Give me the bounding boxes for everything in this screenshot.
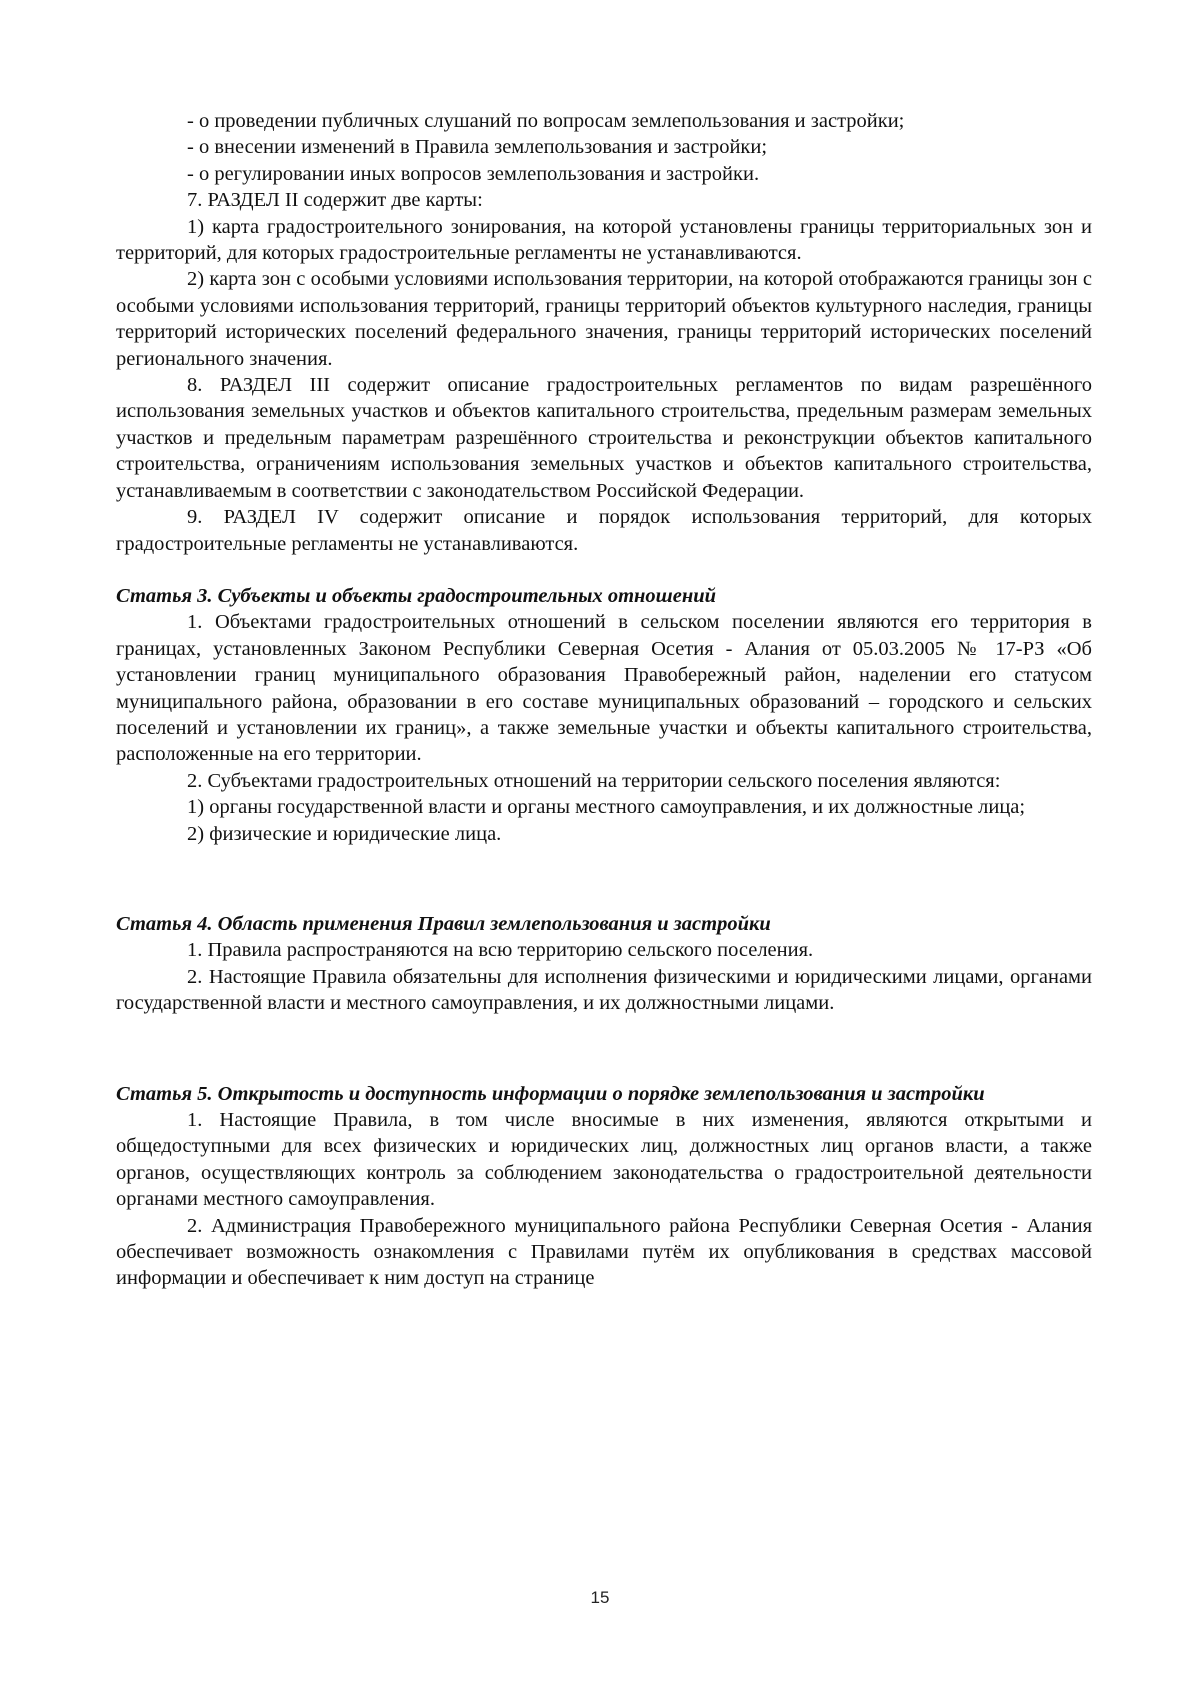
paragraph: 1) органы государственной власти и органы местного самоуправления, и их должностные лица; bbox=[187, 796, 1026, 819]
paragraph: 9. РАЗДЕЛ IV содержит описание и порядок использования территорий, для которых градостроительные регламенты не устанавливаются. bbox=[116, 506, 1092, 555]
paragraph: 1. Правила распространяются на всю территорию сельского поселения. bbox=[187, 939, 814, 962]
spacer bbox=[116, 847, 1092, 911]
paragraph: 2) физические и юридические лица. bbox=[187, 822, 502, 845]
paragraph: 1. Объектами градостроительных отношений в сельском поселении являются его территория в границах, установленных Законом Республики Северная Осетия - Алания от 05.03.2005 № 17-РЗ «Об установлении границ муниципального образования Правобережный район, наделении его статусом муниципального района, образовании в его составе муниципальных образований – городского и сельских поселений и установлении их границ», а также земельные участки и объекты капитального строительства, расположенные на его территории. bbox=[116, 611, 1092, 766]
paragraph: 2) карта зон с особыми условиями использования территории, на которой отображаются границы зон с особыми условиями использования территорий, границы территорий объектов культурного наследия, границы территорий исторических поселений федерального значения, границы территорий исторических поселений регионального значения. bbox=[116, 268, 1092, 370]
paragraph: 1) карта градостроительного зонирования, на которой установлены границы территориальных зон и территорий, для которых градостроительные регламенты не устанавливаются. bbox=[116, 215, 1092, 265]
paragraph: 7. РАЗДЕЛ II содержит две карты: bbox=[187, 189, 483, 212]
list-item: - о внесении изменений в Правила землепользования и застройки; bbox=[187, 136, 768, 159]
document-page bbox=[116, 108, 1092, 1292]
paragraph: 2. Настоящие Правила обязательны для исполнения физическими и юридическими лицами, органами государственной власти и местного самоуправления, и их должностными лицами. bbox=[116, 965, 1092, 1015]
page-number: 15 bbox=[590, 1588, 610, 1607]
list-item: - о регулировании иных вопросов землепользования и застройки. bbox=[187, 162, 760, 185]
paragraph: 2. Субъектами градостроительных отношений на территории сельского поселения являются: bbox=[187, 769, 1001, 792]
article-5-heading: Статья 5. Открытость и доступность информации о порядке землепользования и застройки bbox=[116, 1082, 985, 1105]
spacer bbox=[116, 1017, 1092, 1081]
article-4-heading: Статья 4. Область применения Правил землепользования и застройки bbox=[116, 912, 771, 935]
spacer bbox=[116, 557, 1092, 583]
list-item: - о проведении публичных слушаний по вопросам землепользования и застройки; bbox=[187, 110, 905, 132]
paragraph: 2. Администрация Правобережного муниципального района Республики Северная Осетия - Алания обеспечивает возможность ознакомления с Правилами путём их опубликования в средствах массовой информации и обеспечивает к ним доступ на странице bbox=[116, 1214, 1092, 1290]
paragraph: 1. Настоящие Правила, в том числе вносимые в них изменения, являются открытыми и общедоступными для всех физических и юридических лиц, должностных лиц органов власти, а также органов, осуществляющих контроль за соблюдением законодательства о градостроительной деятельности органами местного самоуправления. bbox=[116, 1109, 1092, 1211]
paragraph: 8. РАЗДЕЛ III содержит описание градостроительных регламентов по видам разрешённого использования земельных участков и объектов капитального строительства, предельным размерам земельных участков и предельным параметрам разрешённого строительства и реконструкции объектов капитального строительства, ограничениям использования земельных участков и объектов капитального строительства, устанавливаемым в соответствии с законодательством Российской Федерации. bbox=[116, 374, 1092, 502]
article-3-heading: Статья 3. Субъекты и объекты градостроительных отношений bbox=[116, 584, 717, 607]
